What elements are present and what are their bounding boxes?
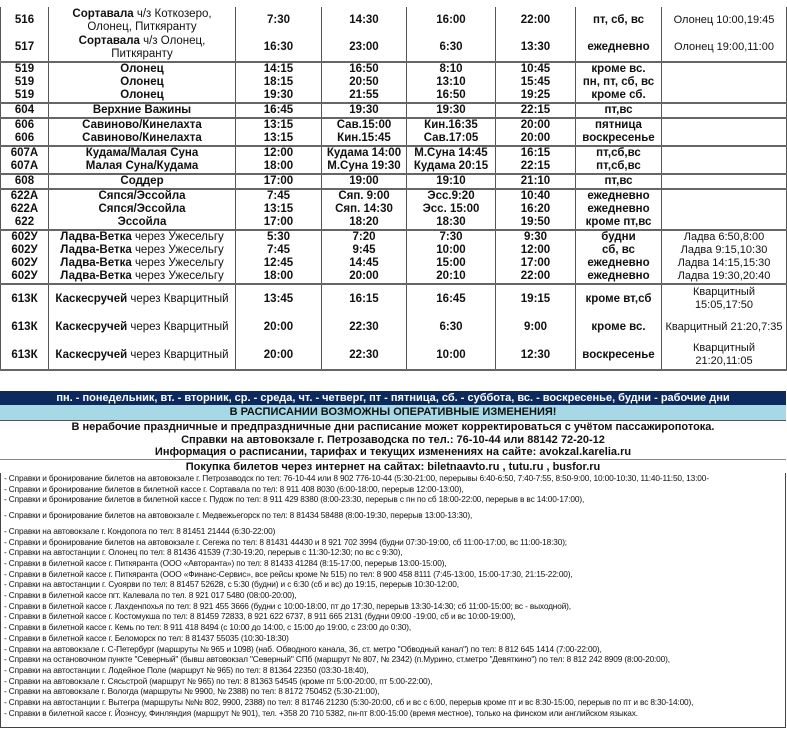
departure-time: 14:15 xyxy=(236,62,322,76)
route-name xyxy=(49,270,236,284)
operating-days: ежедневно xyxy=(576,257,662,270)
arrival-time: Кудама 14:00 xyxy=(322,146,407,160)
return-departure-time: 15:00 xyxy=(407,257,496,270)
return-departure-time: Кин.16:35 xyxy=(407,118,496,132)
route-number: 608 xyxy=(1,174,49,189)
return-departure-time: 10:00 xyxy=(407,244,496,257)
route-number: 606 xyxy=(1,132,49,146)
schedule-row xyxy=(1,146,787,160)
contact-note-line: - Справки в билетной кассе г. Питкяранта (ООО «Авторанта») по тел: 8 81433 41284 (8:15-17:00, перерыв 13:00-15:00), xyxy=(4,557,447,568)
route-name xyxy=(49,284,236,313)
operating-days: ежедневно xyxy=(576,34,662,62)
departure-time: 17:00 xyxy=(236,216,322,230)
route-destination: Ладва-Ветка xyxy=(60,231,132,243)
contact-note-line: - Справки на остановочном пункте "Северный" (бывш автовокзал "Северный" СПб (маршрут № 807, № 2342) (п.Мурино, ст.метро "Девяткино") по тел: 8 812 242 8909 (8:00-20:00), xyxy=(4,654,670,665)
return-arrival-time: 12:30 xyxy=(496,341,576,370)
route-destination: Ладва-Ветка xyxy=(60,244,132,256)
return-departure-time: 7:30 xyxy=(407,230,496,244)
route-destination: Савиново/Кинелахта xyxy=(82,119,202,131)
operating-days: кроме вт,сб xyxy=(576,284,662,313)
return-arrival-time: 22:15 xyxy=(496,160,576,174)
route-destination: Олонец xyxy=(120,76,164,88)
operating-days: кроме сб. xyxy=(576,89,662,103)
route-via: через Ужесельгу xyxy=(131,244,224,256)
route-number: 517 xyxy=(1,34,49,62)
route-number: 519 xyxy=(1,62,49,76)
departure-time: 12:45 xyxy=(236,257,322,270)
return-departure-time: Эсс.9:20 xyxy=(407,189,496,203)
route-name xyxy=(49,341,236,370)
operating-days: воскресенье xyxy=(576,341,662,370)
route-number: 602У xyxy=(1,230,49,244)
schedule-row xyxy=(1,284,787,313)
schedule-change-warning: В РАСПИСАНИИ ВОЗМОЖНЫ ОПЕРАТИВНЫЕ ИЗМЕНЕНИЯ! xyxy=(0,405,786,421)
route-name xyxy=(49,257,236,270)
return-departure-time: 8:10 xyxy=(407,62,496,76)
arrival-time: Кин.15:45 xyxy=(322,132,407,146)
arrival-time: 20:50 xyxy=(322,76,407,89)
route-destination: Соддер xyxy=(120,175,164,187)
route-number: 604 xyxy=(1,103,49,118)
return-departure-time: 19:30 xyxy=(407,103,496,118)
arrival-time: 7:20 xyxy=(322,230,407,244)
station-phone: Справки на автовокзале г. Петрозаводска по тел.: 76-10-44 или 88142 72-20-12 xyxy=(181,433,605,446)
schedule-row xyxy=(1,34,787,62)
return-departure-time: 10:00 xyxy=(407,341,496,370)
departure-time: 13:45 xyxy=(236,284,322,313)
arrival-time: 19:30 xyxy=(322,103,407,118)
contact-note-line: - Справки на автовокзале г. Вологда (маршруты № 9900, № 2388) по тел: 8 8172 750452 (5:30-21:00), xyxy=(4,686,380,697)
arrival-time: 20:00 xyxy=(322,270,407,284)
operating-days: пт,вс xyxy=(576,103,662,118)
operating-days: ежедневно xyxy=(576,270,662,284)
contact-note-line: - Справки и бронирование билетов на автовокзале г. Сегежа по тел: 8 81431 44430 и 8 921 702 3994 (будни 07:30-19:00, сб 11:00-17:00, вс 11:00-18:30); xyxy=(4,536,567,547)
route-via: через Кварцитный xyxy=(127,320,229,333)
operating-days: пт,сб,вс xyxy=(576,146,662,160)
return-departure-time: 19:10 xyxy=(407,174,496,189)
return-arrival-time: 22:00 xyxy=(496,270,576,284)
arrival-time: Сяп. 9:00 xyxy=(322,189,407,203)
return-arrival-time: 9:30 xyxy=(496,230,576,244)
contact-note-line: - Справки и бронирование билетов в билетной кассе г. Пудож по тел: 8 911 429 8380 (8:00-23:30, перерыв с пн по сб 18:00-22:00, перерыв в вс 14:00-17:00), xyxy=(4,494,585,505)
route-name xyxy=(49,118,236,132)
return-arrival-time: 19:50 xyxy=(496,216,576,230)
contact-note-line: - Справки в билетной кассе г. Кемь по тел: 8 911 418 8494 (с 10:00 до 14:00, с 15:00 до 19:00, с 23:00 до 0:30), xyxy=(4,622,412,633)
departure-time: 17:00 xyxy=(236,174,322,189)
operating-days: кроме вс. xyxy=(576,313,662,341)
operating-days: ежедневно xyxy=(576,203,662,216)
arrival-time: 14:30 xyxy=(322,7,407,34)
schedule-row xyxy=(1,76,787,89)
intermediate-note: Ладва 19:30,20:40 xyxy=(662,270,787,284)
operating-days: ежедневно xyxy=(576,189,662,203)
route-number: 602У xyxy=(1,244,49,257)
schedule-row xyxy=(1,313,787,341)
schedule-row xyxy=(1,189,787,203)
return-departure-time: 16:50 xyxy=(407,89,496,103)
intermediate-note: Ладва 14:15,15:30 xyxy=(662,257,787,270)
contact-note-line: - Справки в билетной кассе г. Лахденпохья по тел: 8 921 455 3666 (будни с 10:00-18:00, пт до 17:30, перерыв 13:30-14:30; сб 11:00-15:00; вс - выходной), xyxy=(4,600,571,611)
arrival-time: М.Суна 19:30 xyxy=(322,160,407,174)
intermediate-note xyxy=(662,216,787,230)
arrival-time: 22:30 xyxy=(322,313,407,341)
schedule-row xyxy=(1,244,787,257)
schedule-row xyxy=(1,132,787,146)
contact-note-line: - Справки в билетной кассе г. Костомукша по тел: 8 81459 72833, 8 921 622 6737, 8 911 665 2131 (будни 09:00 -19:00, сб и вс 10:00-19:00), xyxy=(4,611,516,622)
schedule-row xyxy=(1,174,787,189)
route-via: ч/з Коткозеро, Олонец, Питкяранту xyxy=(87,7,212,33)
arrival-time: 14:45 xyxy=(322,257,407,270)
schedule-row xyxy=(1,89,787,103)
operating-days: пятница xyxy=(576,118,662,132)
route-number: 613К xyxy=(1,284,49,313)
route-number: 613К xyxy=(1,341,49,370)
intermediate-note xyxy=(662,189,787,203)
website-info: Информация о расписании, тарифах и текущих изменениях на сайте: avokzal.karelia.ru xyxy=(154,446,632,458)
route-number: 607А xyxy=(1,146,49,160)
intermediate-note xyxy=(662,132,787,146)
return-departure-time: Эсс. 15:00 xyxy=(407,203,496,216)
arrival-time: Сяп. 14:30 xyxy=(322,203,407,216)
return-arrival-time: 10:45 xyxy=(496,62,576,76)
contact-note-line: - Справки в билетной кассе пгт. Калевала по тел. 8 921 017 5480 (08:00-20:00), xyxy=(4,590,297,601)
departure-time: 12:00 xyxy=(236,146,322,160)
route-destination: Каскесручей xyxy=(55,348,128,361)
schedule-row xyxy=(1,118,787,132)
contact-note-line: - Справки на автовокзале г. Сясьстрой (маршрут № 965) по тел: 8 81363 54545 (кроме пт 5:00-20:00, пт 5:00-22:00), xyxy=(4,675,433,686)
return-arrival-time: 20:00 xyxy=(496,132,576,146)
departure-time: 16:30 xyxy=(236,34,322,62)
holiday-note: В нерабочие праздничные и предпраздничные дни расписание может корректироваться с учётом пассажиропотока. xyxy=(71,421,715,433)
departure-time: 20:00 xyxy=(236,341,322,370)
route-destination: Ладва-Ветка xyxy=(60,270,132,282)
route-number: 622А xyxy=(1,203,49,216)
contact-note-line: - Справки и бронирование билетов на автовокзале г. Петрозаводск по тел: 76-10-44 или 8 902 776-10-44 (5:30-21:00, перерывы 6:40-6:50, 7:40-7:55, 8:50-9:00, 10:00-10:30, 11:40-11:50, 13:00- xyxy=(4,473,709,483)
return-arrival-time: 12:00 xyxy=(496,244,576,257)
return-arrival-time: 20:00 xyxy=(496,118,576,132)
contact-note-line: - Справки на автостанции г. Вытегра (маршруты №№ 802, 9900, 2388) по тел: 8 81746 21230 (5:30-20:00, сб и вс с 6:00, перерыв кроме пт и вс 8:30-15:00, перерыв по пт и вс 8:30-14:00), xyxy=(4,697,694,708)
contact-notes xyxy=(0,473,786,728)
departure-time: 18:00 xyxy=(236,270,322,284)
route-name xyxy=(49,160,236,174)
route-name xyxy=(49,34,236,62)
return-arrival-time: 16:15 xyxy=(496,146,576,160)
route-destination: Кудама/Малая Суна xyxy=(85,147,199,159)
departure-time: 7:45 xyxy=(236,189,322,203)
route-name xyxy=(49,174,236,189)
route-number: 519 xyxy=(1,76,49,89)
return-arrival-time: 13:30 xyxy=(496,34,576,62)
departure-time: 7:45 xyxy=(236,244,322,257)
return-departure-time: 16:00 xyxy=(407,7,496,34)
return-arrival-time: 19:25 xyxy=(496,89,576,103)
departure-time: 18:00 xyxy=(236,160,322,174)
arrival-time: 16:15 xyxy=(322,284,407,313)
route-number: 606 xyxy=(1,118,49,132)
departure-time: 13:15 xyxy=(236,203,322,216)
route-destination: Каскесручей xyxy=(55,292,128,305)
route-number: 516 xyxy=(1,7,49,34)
route-name xyxy=(49,244,236,257)
schedule-row xyxy=(1,216,787,230)
intermediate-note: Кварцитный 21:20,7:35 xyxy=(662,313,787,341)
route-number: 602У xyxy=(1,257,49,270)
operating-days: пт,вс xyxy=(576,174,662,189)
route-name xyxy=(49,313,236,341)
intermediate-note xyxy=(662,89,787,103)
schedule-row xyxy=(1,7,787,34)
route-destination: Каскесручей xyxy=(55,320,128,333)
operating-days: пт,сб,вс xyxy=(576,160,662,174)
route-name xyxy=(49,230,236,244)
operating-days: пн, пт, сб, вс xyxy=(576,76,662,89)
info-block xyxy=(0,421,786,474)
route-number: 607А xyxy=(1,160,49,174)
intermediate-note xyxy=(662,103,787,118)
route-destination: Сяпся/Эссойла xyxy=(98,203,186,215)
departure-time: 18:15 xyxy=(236,76,322,89)
contact-note-line: - Справки на автостанции г. Олонец по тел: 8 81436 41539 (7:30-19:20, перерыв с 11:30-12:30; по вс с 9:30), xyxy=(4,547,403,558)
route-via: через Ужесельгу xyxy=(131,270,224,282)
arrival-time: 18:20 xyxy=(322,216,407,230)
schedule-row xyxy=(1,230,787,244)
operating-days: пт, сб, вс xyxy=(576,7,662,34)
route-destination: Савиново/Кинелахта xyxy=(82,132,202,144)
route-destination: Малая Суна/Кудама xyxy=(85,160,199,172)
departure-time: 20:00 xyxy=(236,313,322,341)
return-departure-time: 13:10 xyxy=(407,76,496,89)
route-via: через Ужесельгу xyxy=(131,257,224,269)
return-arrival-time: 21:10 xyxy=(496,174,576,189)
intermediate-note xyxy=(662,62,787,76)
route-name xyxy=(49,103,236,118)
arrival-time: Сав.15:00 xyxy=(322,118,407,132)
route-name xyxy=(49,89,236,103)
departure-time: 7:30 xyxy=(236,7,322,34)
arrival-time: 22:30 xyxy=(322,341,407,370)
schedule-row xyxy=(1,270,787,284)
intermediate-note xyxy=(662,146,787,160)
return-departure-time: Кудама 20:15 xyxy=(407,160,496,174)
intermediate-note xyxy=(662,118,787,132)
arrival-time: 23:00 xyxy=(322,34,407,62)
operating-days: воскресенье xyxy=(576,132,662,146)
schedule-row xyxy=(1,62,787,76)
route-name xyxy=(49,62,236,76)
route-destination: Сортавала xyxy=(72,7,134,20)
intermediate-note: Кварцитный 15:05,17:50 xyxy=(662,284,787,313)
route-number: 622 xyxy=(1,216,49,230)
contact-note-line: - Справки и бронирование билетов на автовокзале г. Медвежьегорск по тел: 8 81434 58488 (8:00-19:30, перерыв 13:00-13:30), xyxy=(4,510,473,521)
intermediate-note xyxy=(662,76,787,89)
return-departure-time: М.Суна 14:45 xyxy=(407,146,496,160)
intermediate-note: Олонец 19:00,11:00 xyxy=(662,34,787,62)
return-arrival-time: 22:00 xyxy=(496,7,576,34)
intermediate-note xyxy=(662,160,787,174)
return-arrival-time: 9:00 xyxy=(496,313,576,341)
contact-note-line: - Справки на автовокзале г. С-Петербург (маршруты № 965 и 1098) (наб. Обводного канала, 36, ст. метро "Обводный канал") по тел: 8 812 645 1414 (7:00-22:00), xyxy=(4,643,602,654)
route-via: через Кварцитный xyxy=(127,348,229,361)
intermediate-note xyxy=(662,174,787,189)
return-departure-time: 6:30 xyxy=(407,313,496,341)
route-number: 613К xyxy=(1,313,49,341)
return-arrival-time: 17:00 xyxy=(496,257,576,270)
route-name xyxy=(49,189,236,203)
intermediate-note: Кварцитный 21:20,11:05 xyxy=(662,341,787,370)
contact-note-line: - Справки на автостанции г. Лодейное Поле (маршрут № 965) по тел: 8 81364 22350 (03:30-18:40), xyxy=(4,664,369,675)
departure-time: 19:30 xyxy=(236,89,322,103)
schedule-row xyxy=(1,160,787,174)
return-departure-time: 18:30 xyxy=(407,216,496,230)
return-arrival-time: 10:40 xyxy=(496,189,576,203)
schedule-table xyxy=(0,7,787,371)
return-departure-time: Сав.17:05 xyxy=(407,132,496,146)
intermediate-note: Олонец 10:00,19:45 xyxy=(662,7,787,34)
route-destination: Верхние Важины xyxy=(92,104,192,116)
contact-note-line: - Справки в билетной кассе г. Йоэнсуу, Финляндия (маршрут № 901), тел. +358 20 710 5382, пн-пт 8:00-15:00 (время местное), только на финском или английском языках. xyxy=(4,707,638,718)
intermediate-note: Ладва 6:50,8:00 xyxy=(662,230,787,244)
route-number: 602У xyxy=(1,270,49,284)
arrival-time: 9:45 xyxy=(322,244,407,257)
return-departure-time: 6:30 xyxy=(407,34,496,62)
operating-days: кроме пт,вс xyxy=(576,216,662,230)
arrival-time: 21:55 xyxy=(322,89,407,103)
departure-time: 13:15 xyxy=(236,132,322,146)
departure-time: 5:30 xyxy=(236,230,322,244)
operating-days: кроме вс. xyxy=(576,62,662,76)
return-departure-time: 16:45 xyxy=(407,284,496,313)
route-number: 519 xyxy=(1,89,49,103)
schedule-row xyxy=(1,103,787,118)
route-name xyxy=(49,216,236,230)
schedule-row xyxy=(1,257,787,270)
route-destination: Ладва-Ветка xyxy=(60,257,132,269)
return-arrival-time: 22:15 xyxy=(496,103,576,118)
operating-days: будни xyxy=(576,230,662,244)
schedule-row xyxy=(1,341,787,370)
route-name xyxy=(49,146,236,160)
arrival-time: 19:00 xyxy=(322,174,407,189)
route-via: ч/з Олонец, Питкяранту xyxy=(111,34,206,60)
departure-time: 16:45 xyxy=(236,103,322,118)
schedule-row xyxy=(1,203,787,216)
route-destination: Олонец xyxy=(120,63,164,75)
contact-note-line: - Справки в билетной кассе г. Питкяранта (ООО «Финанс-Сервис», все рейсы кроме № 515) по тел: 8 900 458 8111 (7:45-13:00, 15:00-17:30, 21:15-22:00), xyxy=(4,568,573,579)
contact-note-line: - Справки и бронирование билетов в билетной кассе г. Сортавала по тел: 8 911 408 8030 (6:00-18:00, перерыв 12:00-13:00), xyxy=(4,483,464,494)
return-departure-time: 20:10 xyxy=(407,270,496,284)
online-tickets-info: Покупка билетов через интернет на сайтах: biletnaavto.ru , tutu.ru , busfor.ru xyxy=(0,459,786,474)
route-name xyxy=(49,76,236,89)
route-number: 622А xyxy=(1,189,49,203)
intermediate-note xyxy=(662,203,787,216)
route-name xyxy=(49,7,236,34)
route-destination: Олонец xyxy=(120,89,164,101)
departure-time: 13:15 xyxy=(236,118,322,132)
arrival-time: 16:50 xyxy=(322,62,407,76)
intermediate-note: Ладва 9:15,10:30 xyxy=(662,244,787,257)
route-destination: Эссойла xyxy=(117,216,167,228)
return-arrival-time: 19:15 xyxy=(496,284,576,313)
route-name xyxy=(49,132,236,146)
contact-note-line: - Справки на автостанции г. Суоярви по тел: 8 81457 52628, с 5:30 (будни) и с 6:30 (сб и вс) до 19:15, перерыв 10:30-12:00, xyxy=(4,579,459,590)
return-arrival-time: 15:45 xyxy=(496,76,576,89)
route-via: через Ужесельгу xyxy=(131,231,224,243)
return-arrival-time: 16:20 xyxy=(496,203,576,216)
route-destination: Сортавала xyxy=(78,34,140,47)
route-name xyxy=(49,203,236,216)
route-destination: Сяпся/Эссойла xyxy=(98,190,186,202)
contact-note-line: - Справки на автовокзале г. Кондопога по тел: 8 81451 21444 (6:30-22:00) xyxy=(4,525,276,536)
abbreviation-legend: пн. - понедельник, вт. - вторник, ср. - среда, чт. - четверг, пт - пятница, сб. - суббота, вс. - воскресенье, будни - рабочие дни xyxy=(0,391,786,405)
contact-note-line: - Справки в билетной кассе г. Беломорск по тел: 8 81437 55035 (10:30-18:30) xyxy=(4,632,289,643)
operating-days: сб, вс xyxy=(576,244,662,257)
route-via: через Кварцитный xyxy=(127,292,229,305)
